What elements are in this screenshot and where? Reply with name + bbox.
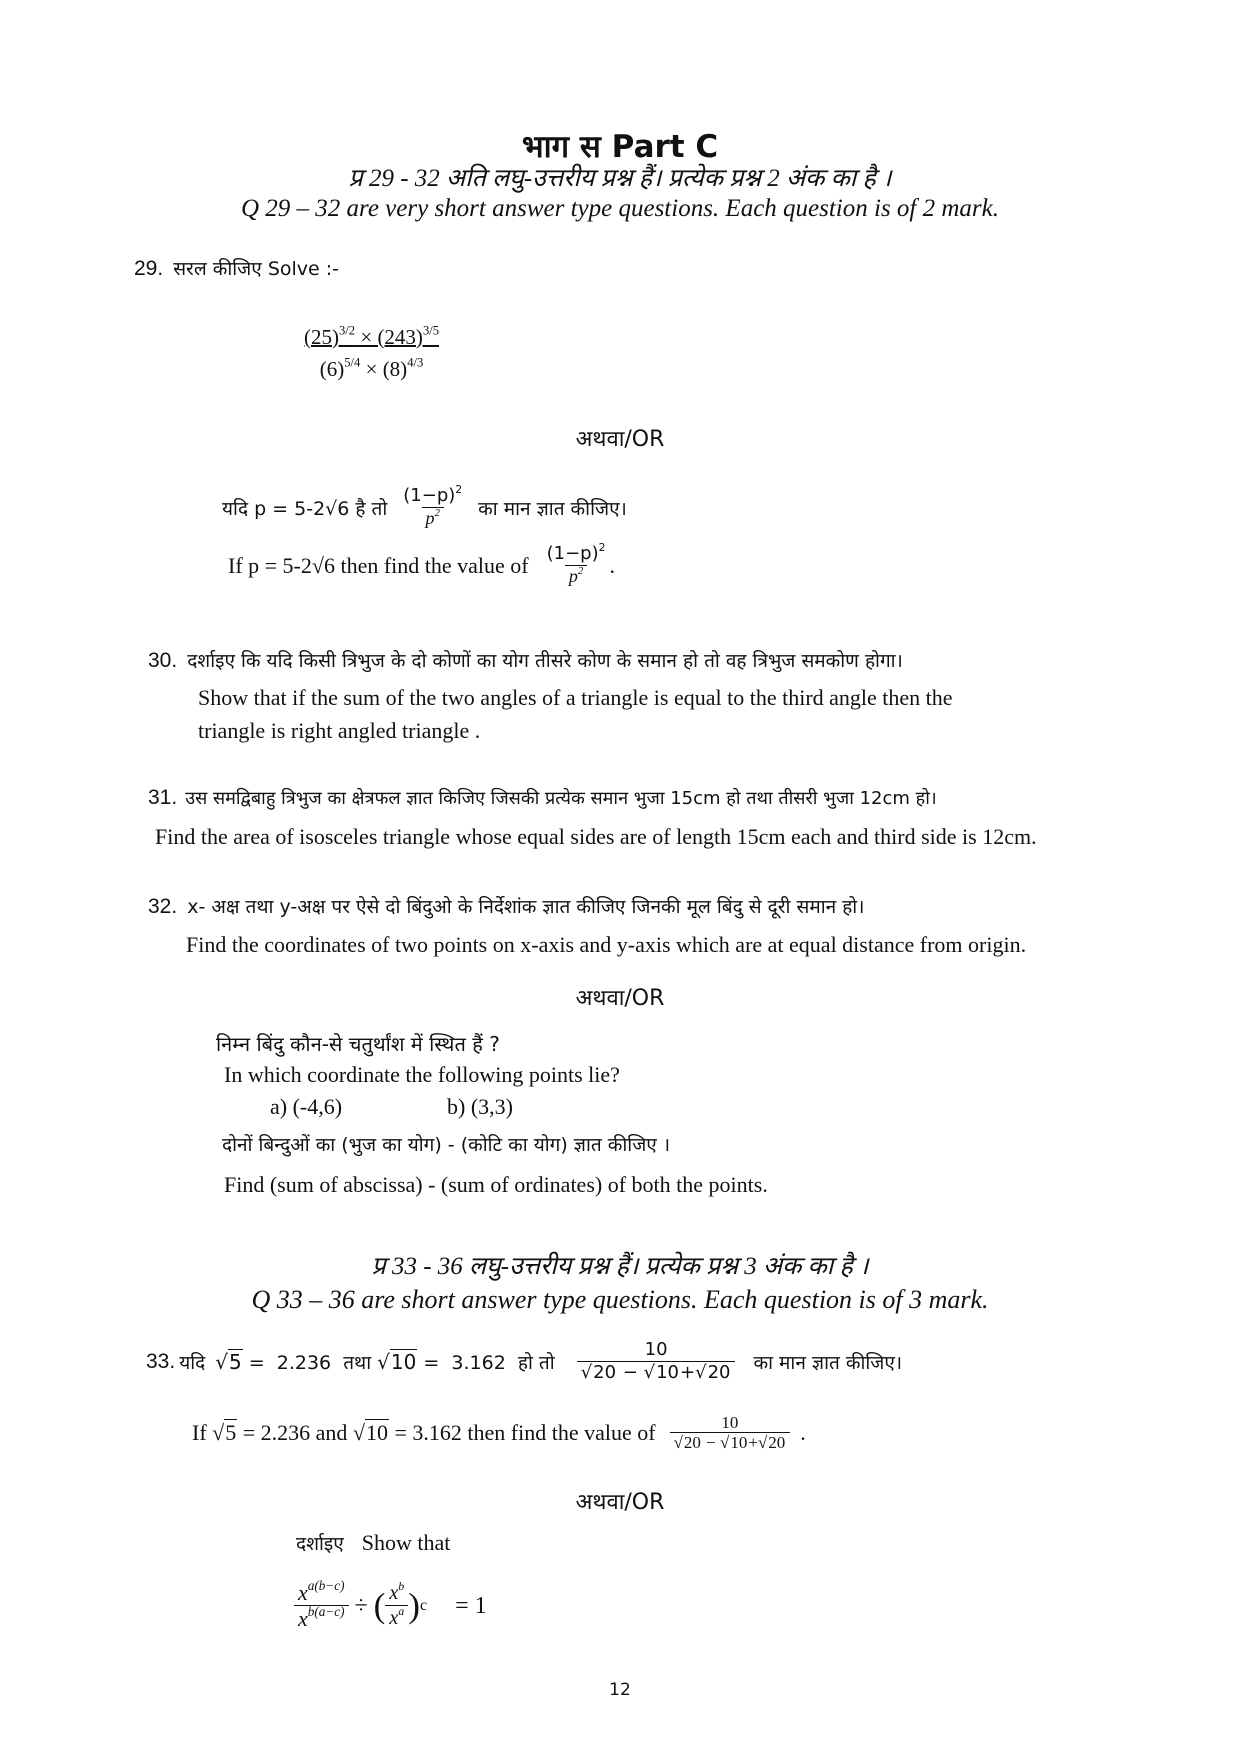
question-31-english: Find the area of isosceles triangle whose equal sides are of length 15cm each and third side is 12cm.	[155, 824, 1037, 849]
base: x	[298, 1605, 308, 1631]
sqrt-10: √10	[352, 1420, 388, 1445]
question-number: 29.	[134, 257, 164, 280]
section1-instruction-english: Q 29 – 32 are very short answer type questions. Each question is of 2 mark.	[240, 195, 1000, 222]
question-text-hindi: दर्शाइए कि यदि किसी त्रिभुज के दो कोणों का योग तीसरे कोण के समान हो तो वह त्रिभुज समकोण होगा।	[187, 650, 903, 672]
times-sign: ×	[360, 357, 383, 382]
right-paren: )	[408, 1586, 420, 1625]
denominator: p	[425, 508, 435, 529]
question-number: 33.	[146, 1350, 176, 1373]
radicand: 5	[228, 1350, 242, 1374]
radicand: 20	[683, 1433, 701, 1453]
alt-english: Show that	[361, 1530, 451, 1555]
question-31-hindi	[148, 786, 937, 810]
radicand: 10	[730, 1433, 748, 1453]
base: x	[298, 1579, 308, 1605]
term: (6)	[319, 357, 345, 382]
prompt-hindi-english: सरल कीजिए Solve :-	[173, 258, 340, 280]
hindi-if: यदि	[179, 1352, 206, 1374]
question-30-hindi	[148, 647, 903, 673]
numerator: (1−p)	[403, 485, 456, 507]
term: (243)	[377, 325, 423, 349]
left-paren: (	[373, 1586, 386, 1625]
question-30-english-line1: Show that if the sum of the two angles of a triangle is equal to the third angle then the	[198, 685, 953, 710]
question-text-hindi: उस समद्विबाहु त्रिभुज का क्षेत्रफल ज्ञात किजिए जिसकी प्रत्येक समान भुजा 15cm हो तथा तीसरी भुजा 12cm हो।	[185, 788, 937, 809]
question-number: 32.	[148, 895, 178, 918]
section2-instruction-english: Q 33 – 36 are short answer type questions. Each question is of 3 mark.	[251, 1285, 989, 1314]
alt-hindi: दर्शाइए	[296, 1533, 344, 1555]
radicand: 5	[225, 1420, 237, 1445]
exponent: 4/3	[407, 355, 424, 370]
english-if: If	[192, 1420, 213, 1445]
plus-sign: +	[748, 1433, 758, 1453]
equals-value-2: = 3.162 हो तो	[417, 1352, 555, 1374]
exponent: 3/5	[422, 323, 440, 338]
denominator: p	[568, 566, 578, 587]
q29-alternative-hindi	[222, 478, 627, 538]
point-a: a) (-4,6)	[270, 1094, 343, 1119]
equals-value-1: = 2.236 and	[237, 1420, 353, 1445]
minus-sign: −	[617, 1362, 644, 1384]
numerator: (1−p)	[546, 543, 599, 565]
or-separator: अथवा/OR	[575, 986, 665, 1011]
radicand: 10	[365, 1420, 388, 1445]
q29-alternative-english	[228, 536, 615, 596]
fraction	[543, 541, 610, 587]
radicand: 20	[593, 1362, 617, 1384]
exponent: 2	[577, 564, 584, 577]
equals-value-2: = 3.162 then find the value of	[388, 1420, 656, 1445]
question-33-english	[192, 1403, 806, 1463]
q29-expression	[300, 325, 443, 381]
q32-alternative-english: In which coordinate the following points lie?	[224, 1062, 620, 1087]
question-number: 31.	[148, 786, 178, 809]
question-33-hindi	[146, 1332, 902, 1392]
exponent: a(b−c)	[307, 1577, 345, 1593]
q32-alternative-hindi-2: दोनों बिन्दुओं का (भुज का योग) - (कोटि का योग) ज्ञात कीजिए ।	[222, 1134, 671, 1156]
numerator: 10	[721, 1412, 739, 1432]
section2-instruction-hindi: प्र 33 - 36 लघु-उत्तरीय प्रश्न हैं। प्रत्येक प्रश्न 3 अंक का है ।	[371, 1253, 869, 1280]
alt-english-prefix: If p = 5-2√6 then find the value of	[228, 553, 529, 578]
period: .	[609, 553, 616, 578]
base: x	[389, 1607, 399, 1629]
exponent: a	[398, 1604, 405, 1618]
page-number: 12	[609, 1680, 631, 1700]
denominator: √20 − √10+√20	[577, 1361, 736, 1384]
base: x	[389, 1582, 399, 1604]
exponent: 3/2	[339, 323, 356, 338]
period: .	[800, 1420, 806, 1445]
question-30-english-line2: triangle is right angled triangle .	[198, 718, 481, 743]
inner-fraction	[385, 1579, 408, 1630]
radicand: 20	[707, 1362, 731, 1384]
divide-sign: ÷	[348, 1592, 374, 1619]
numerator: 10	[644, 1339, 668, 1361]
times-sign: ×	[355, 325, 378, 349]
alt-hindi-suffix: का मान ज्ञात कीजिए।	[478, 498, 627, 520]
exponent: b	[398, 1579, 405, 1593]
q29-numerator	[300, 325, 443, 349]
radicand: 10	[390, 1350, 417, 1374]
term: (25)	[304, 325, 339, 349]
question-32-hindi	[148, 893, 864, 919]
equals-value-1: = 2.236 तथा	[242, 1352, 378, 1374]
q29-denominator	[316, 357, 428, 381]
question-number: 30.	[148, 649, 178, 672]
question-32-english: Find the coordinates of two points on x-axis and y-axis which are at equal distance from origin.	[186, 932, 1027, 957]
term: (8)	[382, 357, 408, 382]
point-b: b) (3,3)	[447, 1094, 513, 1119]
denominator: √20 − √10+√20	[670, 1432, 791, 1453]
question-text-hindi: x- अक्ष तथा y-अक्ष पर ऐसे दो बिंदुओ के निर्देशांक ज्ञात कीजिए जिनकी मूल बिंदु से दूरी समान हो।	[187, 896, 865, 918]
exponent: 2	[455, 483, 463, 497]
sqrt-5: √5	[215, 1350, 242, 1374]
sqrt-5: √5	[212, 1420, 237, 1445]
hindi-suffix: का मान ज्ञात कीजिए।	[753, 1352, 903, 1374]
q33-fraction	[577, 1340, 736, 1383]
alt-hindi-prefix: यदि p = 5-2√6 है तो	[222, 498, 388, 520]
radicand: 10	[656, 1362, 679, 1384]
radicand: 20	[768, 1433, 786, 1453]
exponent: b(a−c)	[307, 1604, 345, 1620]
sqrt-10: √10	[377, 1350, 417, 1374]
minus-sign: −	[701, 1433, 720, 1453]
exponent: 2	[598, 541, 606, 555]
exponent-fraction	[294, 1577, 349, 1633]
section1-instruction-hindi: प्र 29 - 32 अति लघु-उत्तरीय प्रश्न हैं। प्रत्येक प्रश्न 2 अंक का है ।	[348, 165, 892, 192]
q33-alternative-expression: $\frac{x^{a(b-c)}}{x^{b(a-c)}}$ ÷ ( $\frac{x^b}{x^a}$ ) c = 1	[294, 1566, 487, 1646]
q33-fraction	[670, 1413, 791, 1454]
exponent: 2	[434, 506, 440, 519]
fraction	[399, 483, 466, 529]
exponent: 5/4	[344, 355, 361, 370]
plus-sign: +	[680, 1362, 696, 1384]
part-title: भाग स Part C	[521, 129, 719, 165]
q32-alternative-english-2: Find (sum of abscissa) - (sum of ordinates) of both the points.	[224, 1172, 768, 1197]
equals-one: = 1	[455, 1592, 487, 1619]
q33-alternative-show-that	[296, 1530, 450, 1556]
question-29-prompt	[134, 255, 339, 281]
q32-alternative-hindi: निम्न बिंदु कौन-से चतुर्थांश में स्थित हैं ?	[216, 1032, 500, 1056]
or-separator: अथवा/OR	[575, 1490, 665, 1515]
or-separator: अथवा/OR	[575, 427, 665, 452]
